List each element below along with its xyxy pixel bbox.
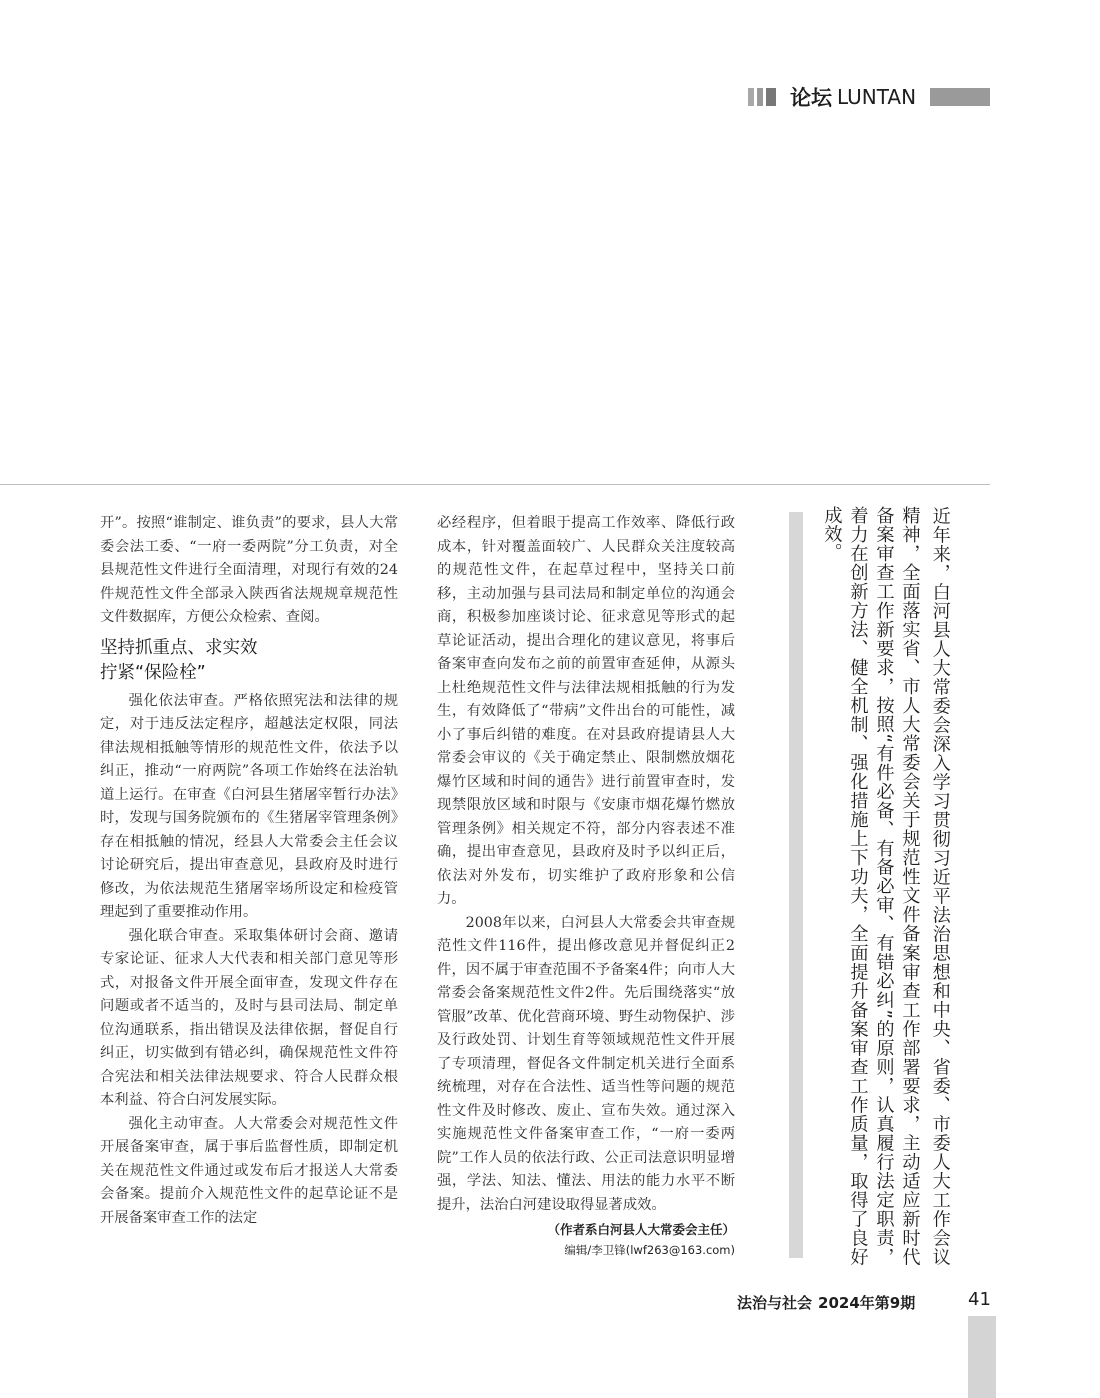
horizontal-divider <box>0 484 990 485</box>
paragraph: 强化依法审查。严格依照宪法和法律的规定，对于违反法定程序，超越法定权限，同法律法规相抵触等情形的规范性文件，依法予以纠正，推动“一府两院”各项工作始终在法治轨道上运行。在审查《白河县生猪屠宰暂行办法》时，发现与国务院颁布的《生猪屠宰管理条例》存在相抵触的情况，经县人大常委会主任会议讨论研究后，提出审查意见，县政府及时进行修改，为依法规范生猪屠宰场所设定和检疫管理起到了重要推动作用。 <box>100 692 398 920</box>
header-bar-decoration <box>930 88 990 106</box>
paragraph: 必经程序，但着眼于提高工作效率、降低行政成本，针对覆盖面较广、人民群众关注度较高的规范性文件，在起草过程中，坚持关口前移，主动加强与县司法局和制定单位的沟通会商，积极参加座谈讨论、征求意见等形式的起草论证活动，提出合理化的建议意见，将事后备案审查向发布之前的前置审查延伸，从源头上杜绝规范性文件与法律法规相抵触的行为发生，有效降低了“带病”文件出台的可能性，减小了事后纠错的难度。在对县政府提请县人大常委会审议的《关于确定禁止、限制燃放烟花爆竹区域和时间的通告》进行前置审查时，发现禁限放区域和时限与《安康市烟花爆竹燃放管理条例》相关规定不符，部分内容表述不准确，提出审查意见，县政府及时予以纠正后，依法对外发布，切实维护了政府形象和公信力。 <box>437 515 735 907</box>
page-footer <box>737 1292 915 1313</box>
paragraph: 开”。按照“谁制定、谁负责”的要求，县人大常委会法工委、“一府一委两院”分工负责，对全县规范性文件进行全面清理，对现行有效的24件规范性文件全部录入陕西省法规规章规范性文件数据库，方便公众检索、查阅。 <box>100 515 398 625</box>
header-bar-decoration <box>748 88 754 106</box>
publication-name: 法治与社会 <box>737 1294 813 1312</box>
abstract-side-bar <box>789 512 803 1258</box>
abstract-vertical-text <box>821 506 957 1266</box>
article-column-1 <box>100 512 398 1230</box>
paragraph: 2008年以来，白河县人大常委会共审查规范性文件116件，提出修改意见并督促纠正2件，因不属于审查范围不予备案4件；向市人大常委会备案规范性文件2件。先后围绕落实“放管服”改革、优化营商环境、野生动物保护、涉及行政处罚、计划生育等领域规范性文件开展了专项清理，督促各文件制定机关进行全面系统梳理，对存在合法性、适当性等问题的规范性文件及时修改、废止、宣布失效。通过深入实施规范性文件备案审查工作，“一府一委两院”工作人员的依法行政、公正司法意识明显增强，学法、知法、懂法、用法的能力水平不断提升，法治白河建设取得显著成效。 <box>437 914 735 1213</box>
section-header <box>748 84 990 110</box>
article-column-2 <box>437 512 735 1259</box>
abstract-body: 近年来，白河县人大常委会深入学习贯彻习近平法治思想和中央、省委、市委人大工作会议精神，全面落实省、市人大常委会关于规范性文件备案审查工作部署要求，主动适应新时代备案审查工作新要求，按照“有件必备、有备必审、有错必纠”的原则，认真履行法定职责，着力在创新方法、健全机制、强化措施上下功夫，全面提升备案审查工作质量，取得了良好成效。 <box>821 506 951 1266</box>
page-edge-strip <box>968 1316 996 1398</box>
author-byline: （作者系白河县人大常委会主任） <box>547 1222 735 1237</box>
section-title-latin: LUNTAN <box>837 85 917 109</box>
subheading-line: 拧紧“保险栓” <box>100 662 206 683</box>
subheading <box>100 636 398 686</box>
paragraph: 强化联合审查。采取集体研讨会商、邀请专家论证、征求人大代表和相关部门意见等形式，对报备文件开展全面审查，发现文件存在问题或者不适当的，及时与县司法局、制定单位沟通联系，指出错误及法律依据，督促自行纠正，切实做到有错必纠，确保规范性文件符合宪法和相关法律法规要求、符合人民群众根本利益、符合白河发展实际。 <box>100 927 398 1108</box>
issue-label: 2024年第9期 <box>818 1294 916 1312</box>
header-bar-decoration <box>766 88 776 106</box>
subheading-line: 坚持抓重点、求实效 <box>100 637 258 658</box>
page-number: 41 <box>968 1289 991 1310</box>
section-title: 论坛 <box>790 86 832 110</box>
editor-credit: 编辑/李卫锋(lwf263@163.com) <box>564 1243 735 1257</box>
header-bar-decoration <box>757 88 763 106</box>
paragraph: 强化主动审查。人大常委会对规范性文件开展备案审查，属于事后监督性质，即制定机关在规范性文件通过或发布后才报送人大常委会备案。提前介入规范性文件的起草论证不是开展备案审查工作的法定 <box>100 1115 398 1226</box>
